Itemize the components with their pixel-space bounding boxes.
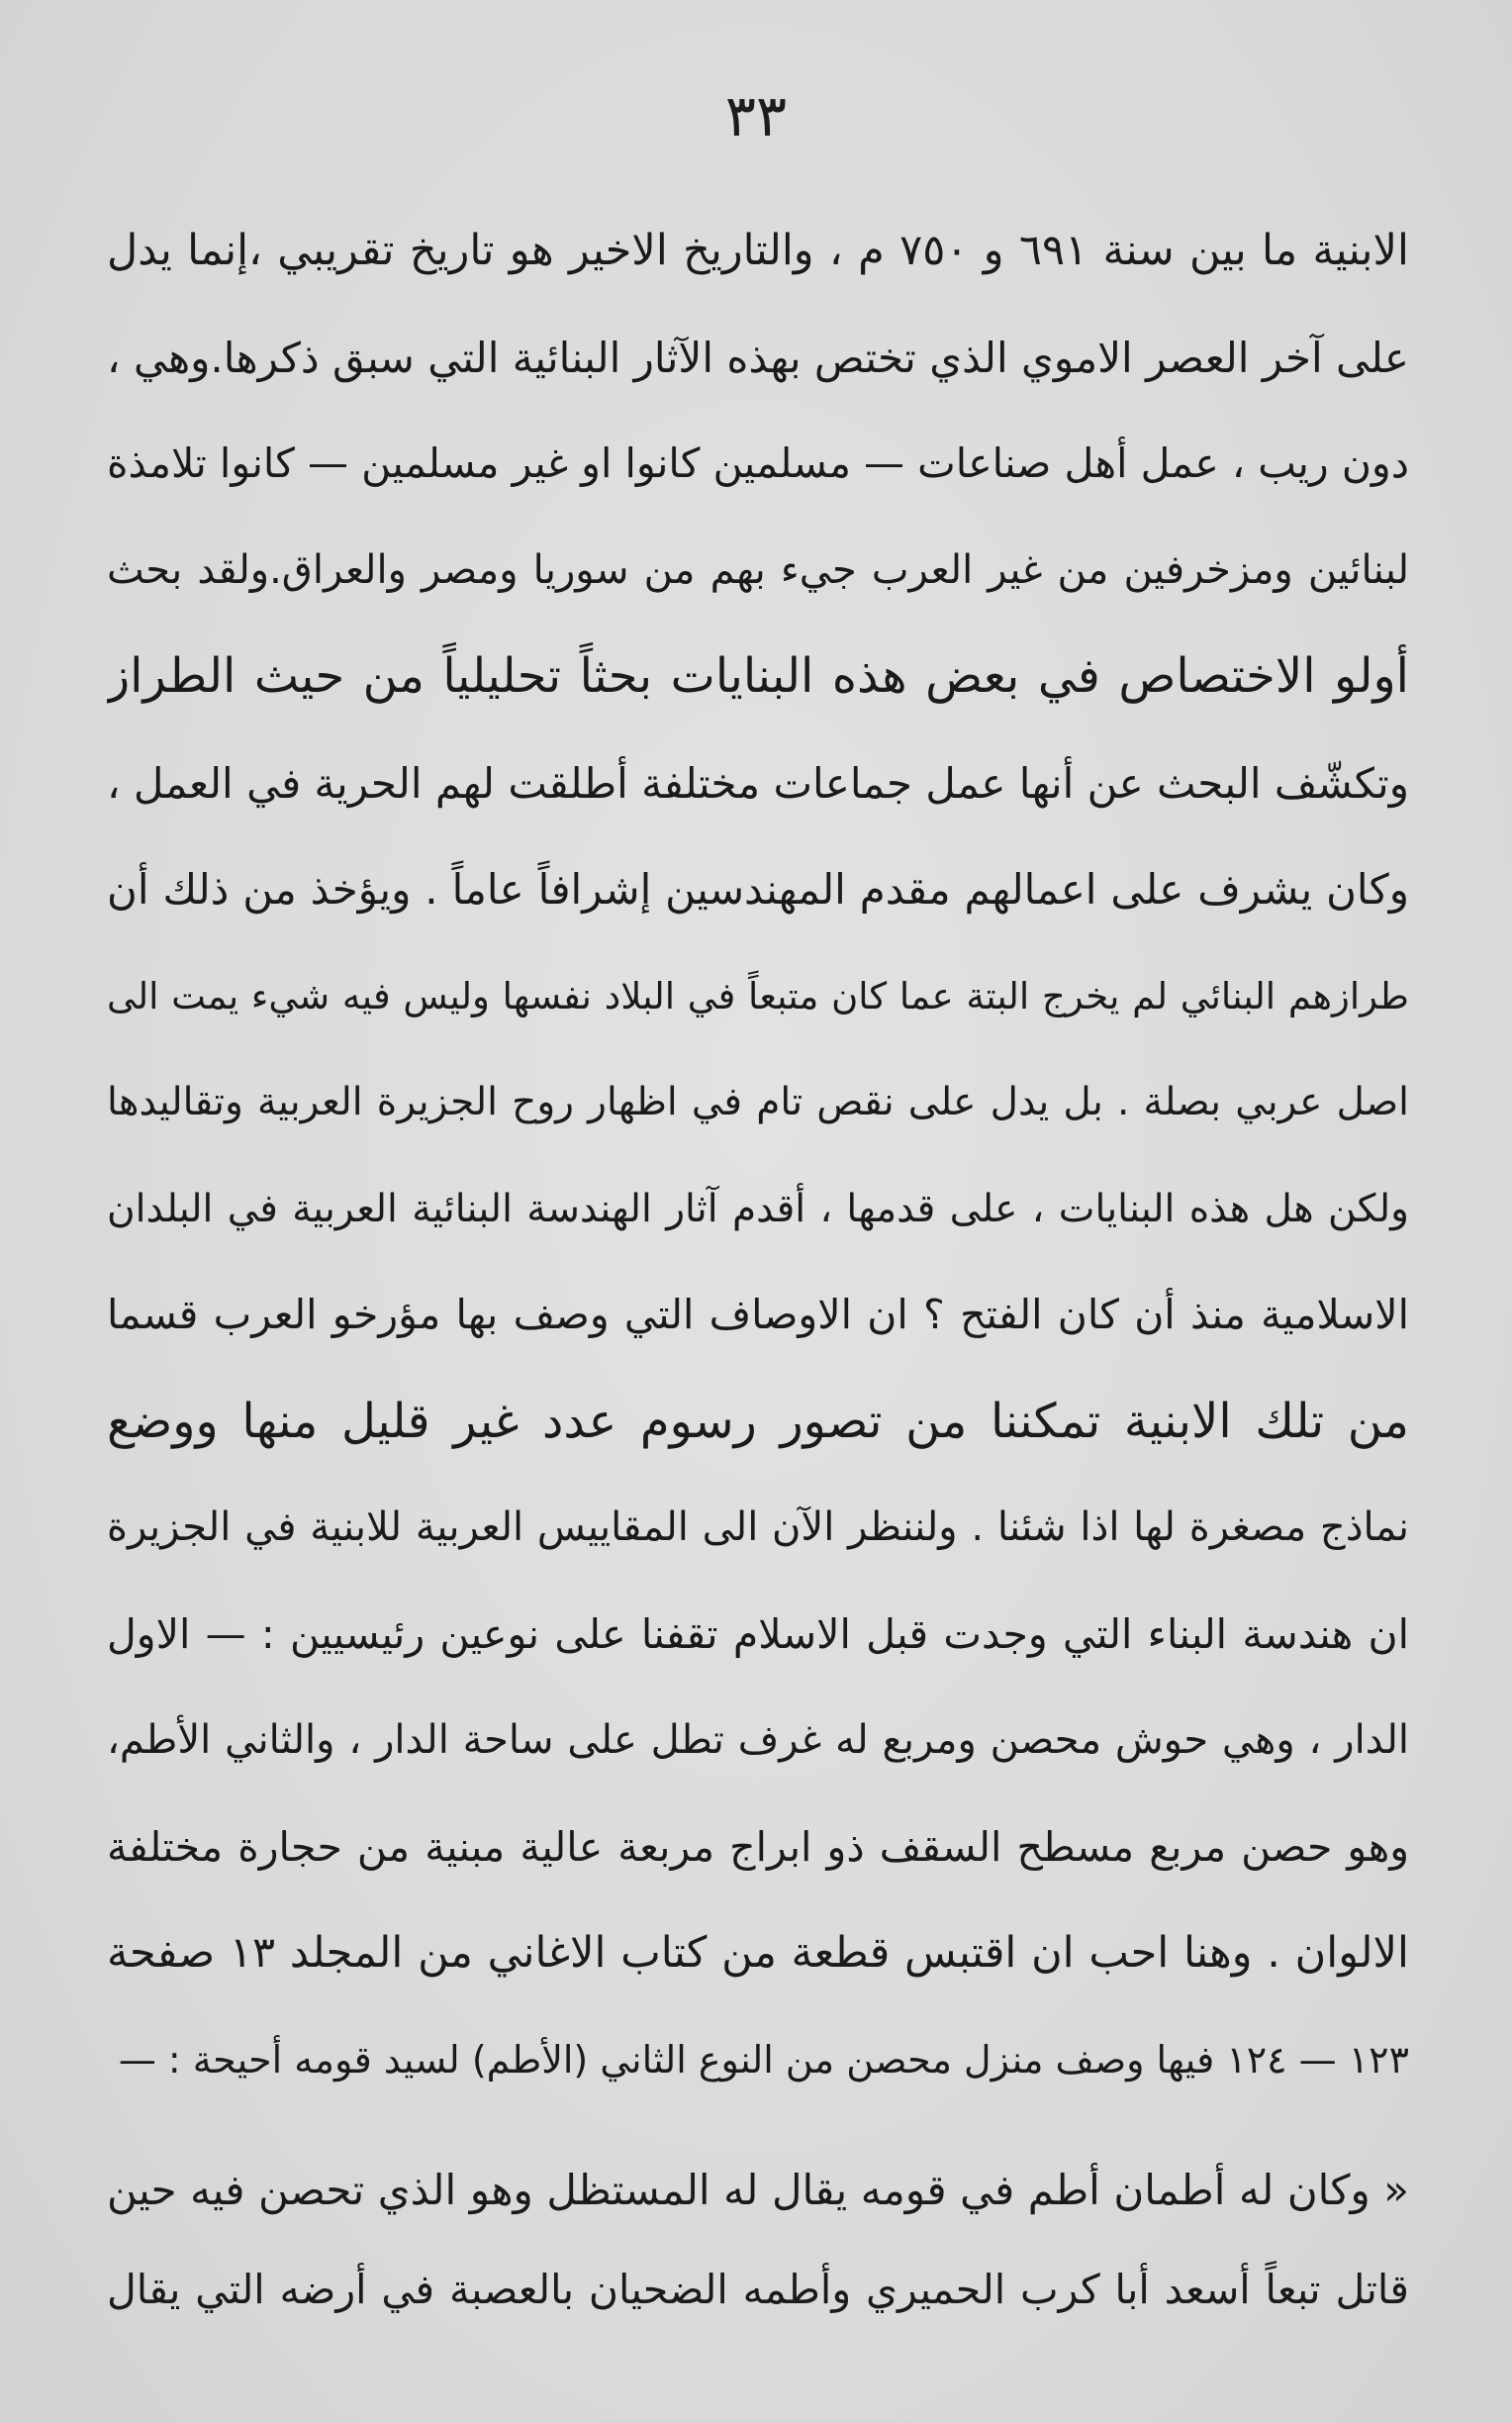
- text-line: ان هندسة البناء التي وجدت قبل الاسلام تقفنا على نوعين رئيسيين : — الاول: [107, 1609, 1409, 1658]
- text-line: وكان يشرف على اعمالهم مقدم المهندسين إشرافاً عاماً . ويؤخذ من ذلك أن: [107, 865, 1409, 914]
- text-line: الاسلامية منذ أن كان الفتح ؟ ان الاوصاف التي وصف بها مؤرخو العرب قسما: [107, 1291, 1409, 1338]
- text-line: على آخر العصر الاموي الذي تختص بهذه الآثار البنائية التي سبق ذكرها.وهي ،: [107, 333, 1409, 382]
- text-line: دون ريب ، عمل أهل صناعات — مسلمين كانوا او غير مسلمين — كانوا تلامذة: [107, 439, 1409, 487]
- text-line: الدار ، وهي حوش محصن ومربع له غرف تطل على ساحة الدار ، والثاني الأطم،: [107, 1717, 1409, 1763]
- text-line: أولو الاختصاص في بعض هذه البنايات بحثاً تحليلياً من حيث الطراز: [107, 648, 1409, 704]
- text-line: نماذج مصغرة لها اذا شئنا . ولننظر الآن الى المقاييس العربية للابنية في الجزيرة: [107, 1504, 1409, 1550]
- text-line: لبنائين ومزخرفين من غير العرب جيء بهم من سوريا ومصر والعراق.ولقد بحث: [107, 546, 1409, 593]
- body-text: [107, 198, 1409, 2113]
- text-line: طرازهم البنائي لم يخرج البتة عما كان متبعاً في البلاد نفسها وليس فيه شيء يمت الى: [107, 974, 1409, 1018]
- page-number: ٣٣: [724, 82, 788, 149]
- quotation: [107, 2141, 1409, 2339]
- text-line: الابنية ما بين سنة ٦٩١ و ٧٥٠ م ، والتاريخ الاخير هو تاريخ تقريبي ،إنما يدل: [107, 226, 1409, 275]
- text-line: الالوان . وهنا احب ان اقتبس قطعة من كتاب الاغاني من المجلد ١٣ صفحة: [107, 1928, 1409, 1978]
- text-line: اصل عربي بصلة . بل يدل على نقص تام في اظهار روح الجزيرة العربية وتقاليدها: [107, 1080, 1409, 1124]
- text-line: وهو حصن مربع مسطح السقف ذو ابراج مربعة عالية مبنية من حجارة مختلفة: [107, 1822, 1409, 1871]
- text-line: ١٢٣ — ١٢٤ فيها وصف منزل محصن من النوع الثاني (الأطم) لسيد قومه أحيحة : —: [118, 2037, 1409, 2082]
- quote-line: قاتل تبعاً أسعد أبا كرب الحميري وأطمه الضحيان بالعصبة في أرضه التي يقال: [107, 2266, 1409, 2313]
- quote-line: « وكان له أطمان أطم في قومه يقال له المستظل وهو الذي تحصن فيه حين: [107, 2166, 1409, 2214]
- text-line: من تلك الابنية تمكننا من تصور رسوم عدد غير قليل منها ووضع: [107, 1393, 1409, 1449]
- text-line: ولكن هل هذه البنايات ، على قدمها ، أقدم آثار الهندسة البنائية العربية في البلدان: [107, 1186, 1409, 1231]
- text-line: وتكشّف البحث عن أنها عمل جماعات مختلفة أطلقت لهم الحرية في العمل ،: [107, 758, 1409, 808]
